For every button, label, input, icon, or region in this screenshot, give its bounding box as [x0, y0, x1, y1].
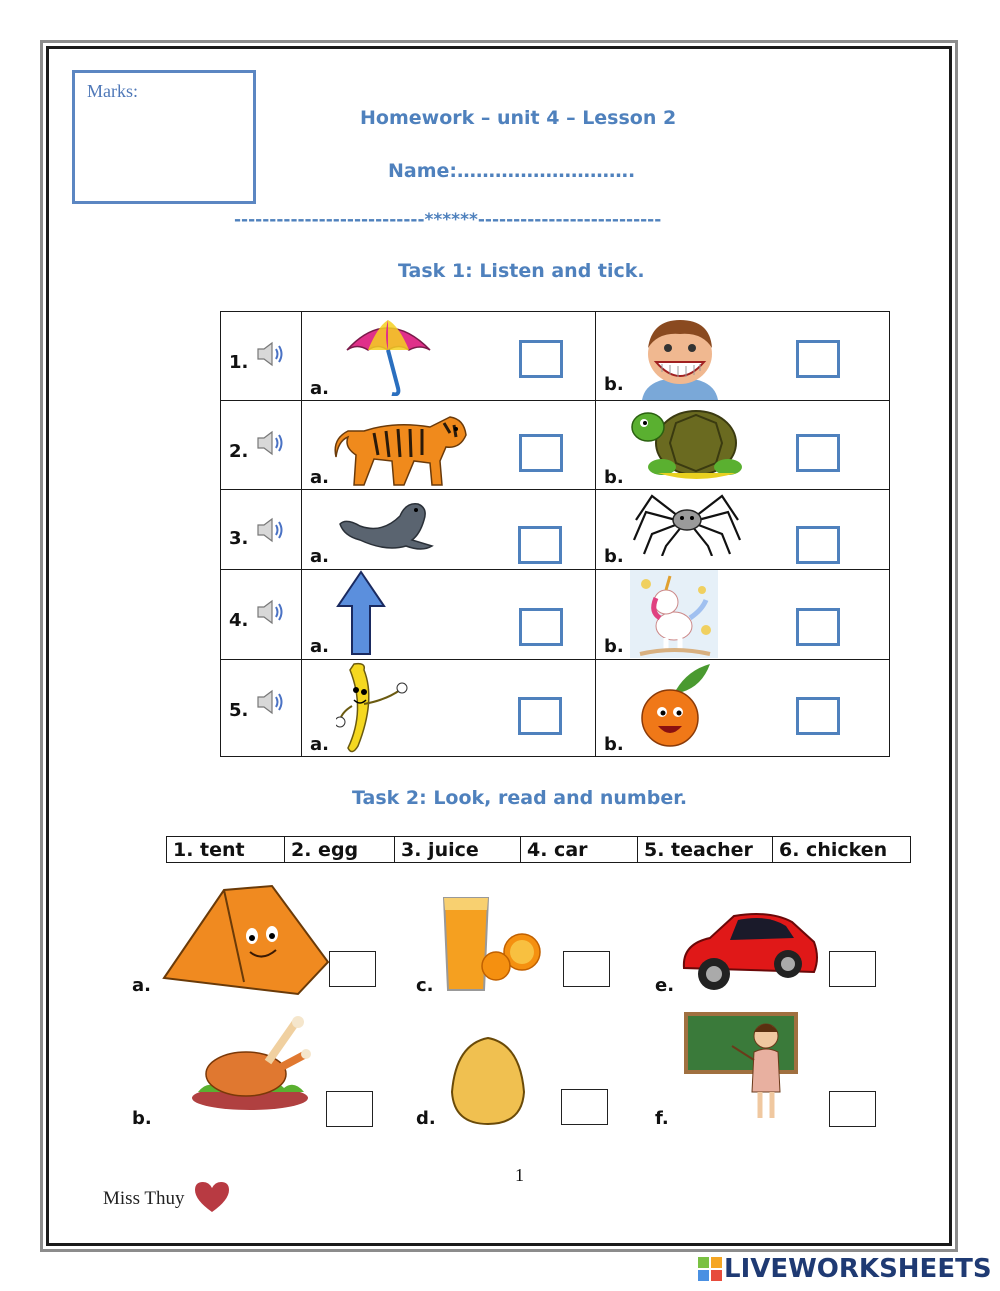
tick-box[interactable] — [519, 608, 563, 646]
answer-box[interactable] — [829, 951, 876, 987]
option-cell-b — [596, 660, 890, 757]
word-bank-item: 3. juice — [395, 837, 521, 863]
orange-picture — [636, 660, 716, 754]
option-letter: b. — [604, 467, 624, 488]
tiger-picture — [334, 401, 470, 487]
tick-box[interactable] — [796, 697, 840, 735]
speaker-icon[interactable] — [255, 598, 287, 626]
task2-heading: Task 2: Look, read and number. — [352, 787, 688, 809]
option-cell-a — [302, 660, 596, 757]
option-cell-b — [596, 570, 890, 660]
answer-box[interactable] — [329, 951, 376, 987]
tick-box[interactable] — [796, 608, 840, 646]
option-cell-b — [596, 312, 890, 401]
liveworksheets-brand: LIVEWORKSHEETS — [724, 1254, 992, 1284]
marks-box — [72, 70, 256, 204]
answer-box[interactable] — [561, 1089, 608, 1125]
up-arrow-picture — [336, 570, 386, 656]
word-bank-item: 5. teacher — [638, 837, 773, 863]
juice-picture — [438, 894, 542, 996]
marks-label: Marks: — [87, 81, 138, 101]
option-letter: a. — [310, 378, 329, 399]
chicken-picture — [188, 1014, 312, 1114]
picture-letter: b. — [132, 1108, 152, 1129]
speaker-icon[interactable] — [255, 516, 287, 544]
tick-box[interactable] — [796, 434, 840, 472]
option-letter: a. — [310, 467, 329, 488]
unicorn-picture — [630, 570, 718, 658]
author-signature: Miss Thuy — [103, 1188, 185, 1209]
word-bank-item: 1. tent — [167, 837, 285, 863]
answer-box[interactable] — [326, 1091, 373, 1127]
heart-icon — [193, 1180, 231, 1214]
answer-box[interactable] — [829, 1091, 876, 1127]
task1-row — [221, 660, 890, 757]
option-letter: b. — [604, 546, 624, 567]
picture-letter: e. — [655, 975, 675, 996]
row-number: 3. — [229, 528, 249, 549]
tick-box[interactable] — [518, 526, 562, 564]
egg-picture — [448, 1034, 528, 1128]
row-number: 1. — [229, 352, 249, 373]
tick-box[interactable] — [796, 526, 840, 564]
answer-box[interactable] — [563, 951, 610, 987]
picture-letter: a. — [132, 975, 151, 996]
umbrella-picture — [342, 316, 432, 396]
task1-row — [221, 490, 890, 570]
speaker-icon[interactable] — [255, 688, 287, 716]
car-picture — [680, 908, 820, 996]
option-cell-a — [302, 490, 596, 570]
row-number: 2. — [229, 441, 249, 462]
turtle-picture — [628, 401, 748, 481]
worksheet-title: Homework – unit 4 – Lesson 2 — [360, 107, 677, 129]
word-bank-item: 6. chicken — [773, 837, 911, 863]
option-letter: a. — [310, 636, 329, 657]
separator-line: ---------------------------******-------------------------- — [234, 210, 662, 230]
option-letter: b. — [604, 636, 624, 657]
word-bank — [166, 836, 911, 863]
option-cell-a — [302, 401, 596, 490]
liveworksheets-logo-icon — [698, 1257, 722, 1281]
task1-row — [221, 312, 890, 401]
row-number: 5. — [229, 700, 249, 721]
picture-letter: d. — [416, 1108, 436, 1129]
option-letter: a. — [310, 546, 329, 567]
option-cell-b — [596, 401, 890, 490]
task1-heading: Task 1: Listen and tick. — [398, 260, 645, 282]
option-letter: b. — [604, 374, 624, 395]
option-letter: a. — [310, 734, 329, 755]
seal-picture — [336, 494, 436, 554]
spider-picture — [632, 490, 742, 556]
picture-letter: f. — [655, 1108, 669, 1129]
option-cell-a — [302, 312, 596, 401]
option-cell-a — [302, 570, 596, 660]
speaker-icon[interactable] — [255, 429, 287, 457]
task1-table — [220, 311, 890, 757]
task1-row — [221, 401, 890, 490]
row-number: 4. — [229, 610, 249, 631]
option-letter: b. — [604, 734, 624, 755]
word-bank-item: 2. egg — [285, 837, 395, 863]
word-bank-item: 4. car — [521, 837, 638, 863]
row-number-cell — [221, 570, 302, 660]
tick-box[interactable] — [518, 697, 562, 735]
task1-row — [221, 570, 890, 660]
row-number-cell — [221, 312, 302, 401]
row-number-cell — [221, 401, 302, 490]
teacher-picture — [684, 1012, 798, 1122]
banana-picture — [336, 660, 416, 754]
tick-box[interactable] — [796, 340, 840, 378]
name-line: Name:………………………. — [388, 160, 636, 182]
boy-picture — [632, 314, 728, 400]
picture-letter: c. — [416, 975, 434, 996]
page-number: 1 — [515, 1165, 524, 1185]
option-cell-b — [596, 490, 890, 570]
tent-picture — [160, 882, 332, 998]
tick-box[interactable] — [519, 340, 563, 378]
row-number-cell — [221, 490, 302, 570]
row-number-cell — [221, 660, 302, 757]
tick-box[interactable] — [519, 434, 563, 472]
speaker-icon[interactable] — [255, 340, 287, 368]
